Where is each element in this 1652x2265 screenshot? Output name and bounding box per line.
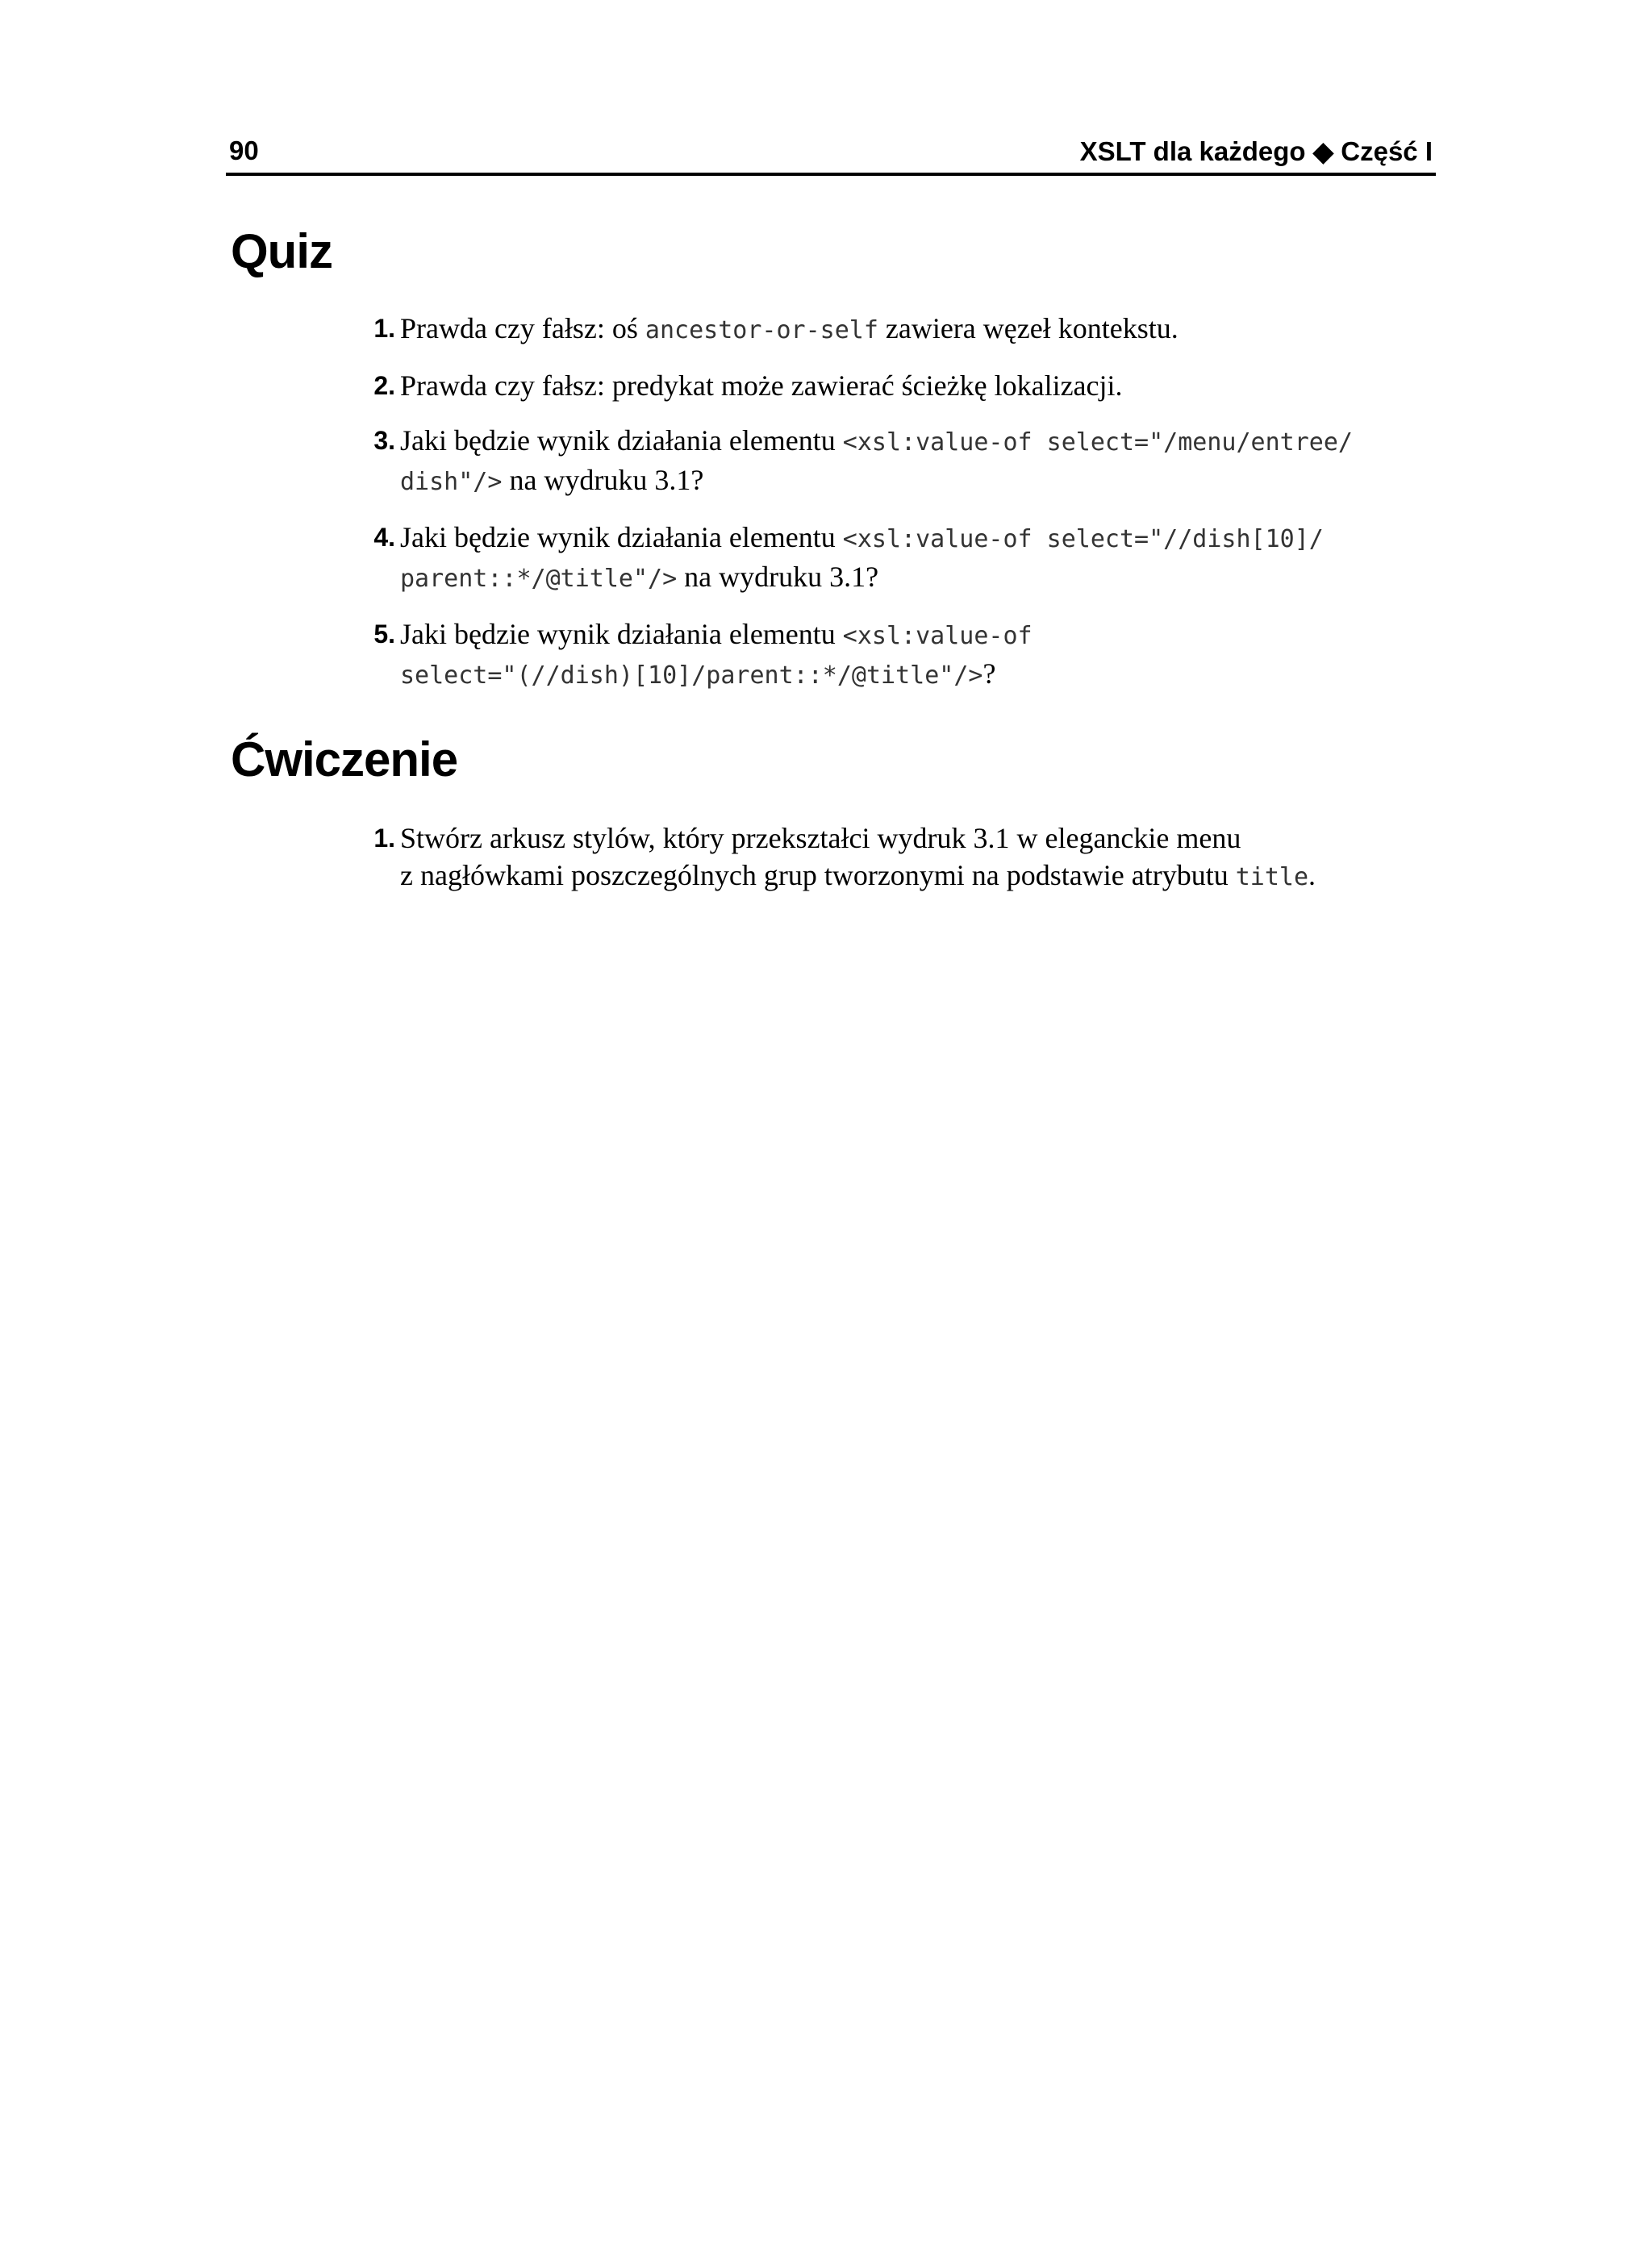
item-text: Jaki będzie wynik działania elementu xyxy=(400,424,843,457)
item-number: 2. xyxy=(373,371,395,400)
item-text: Jaki będzie wynik działania elementu xyxy=(400,521,843,553)
exercise-heading: Ćwiczenie xyxy=(231,732,458,786)
item-text: Prawda czy fałsz: predykat może zawierać ścieżkę lokalizacji. xyxy=(400,369,1123,402)
item-number: 4. xyxy=(373,523,395,552)
quiz-item-5 xyxy=(360,615,1408,695)
quiz-item-2 xyxy=(360,367,1408,404)
item-text: zawiera węzeł kontekstu. xyxy=(885,312,1179,344)
quiz-item-4 xyxy=(360,519,1408,598)
quiz-heading: Quiz xyxy=(231,224,332,278)
item-number: 3. xyxy=(373,426,395,455)
code-element: <xsl:value-of select="//dish[10]/ xyxy=(842,525,1324,553)
item-number: 5. xyxy=(373,619,395,649)
code-element: <xsl:value-of select="/menu/entree/ xyxy=(842,428,1353,457)
item-text: Stwórz arkusz stylów, który przekształci wydruk 3.1 w eleganckie menu xyxy=(400,822,1241,854)
item-text: ? xyxy=(982,657,996,690)
exercise-item-1 xyxy=(360,820,1408,896)
running-title: XSLT dla każdego ◆ Część I xyxy=(1079,136,1433,166)
code-element-cont: dish"/> xyxy=(400,468,503,496)
page-number: 90 xyxy=(229,136,259,165)
item-text: . xyxy=(1308,859,1316,891)
code-axis: ancestor-or-self xyxy=(645,316,878,344)
item-text: na wydruku 3.1? xyxy=(677,561,879,593)
item-number: 1. xyxy=(373,824,395,853)
running-head xyxy=(226,132,1436,176)
code-attribute: title xyxy=(1235,863,1309,891)
item-text: Jaki będzie wynik działania elementu xyxy=(400,618,843,650)
item-number: 1. xyxy=(373,314,395,343)
code-element-cont: select="(//dish)[10]/parent::*/@title"/> xyxy=(400,661,983,690)
quiz-item-1 xyxy=(360,310,1408,349)
item-text: na wydruku 3.1? xyxy=(502,464,704,496)
quiz-list xyxy=(360,310,1408,712)
code-element-cont: parent::*/@title"/> xyxy=(400,565,678,593)
item-text: z nagłówkami poszczególnych grup tworzonymi na podstawie atrybutu xyxy=(400,859,1236,891)
exercise-list xyxy=(360,820,1408,914)
quiz-item-3 xyxy=(360,422,1408,501)
item-text: Prawda czy fałsz: oś xyxy=(400,312,645,344)
code-element: <xsl:value-of xyxy=(842,622,1032,650)
